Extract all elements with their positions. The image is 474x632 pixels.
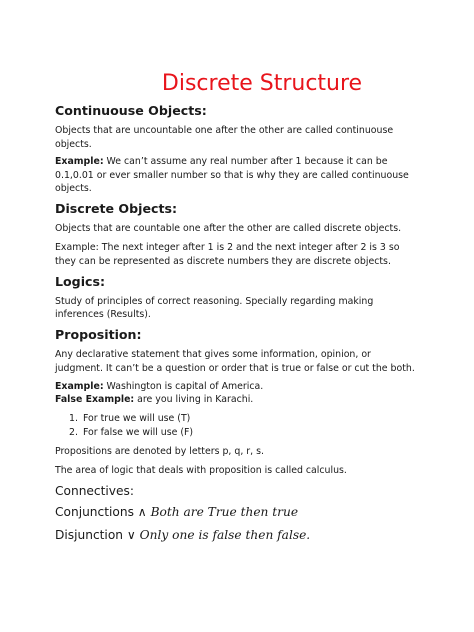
disjunction-line xyxy=(55,528,310,542)
heading-connectives: Connectives: xyxy=(55,484,134,498)
continuous-definition-line-1: Objects that are uncountable one after the other are called continuouse xyxy=(55,125,394,136)
disjunction-label: Disjunction ∨ xyxy=(55,528,140,542)
proposition-false-example xyxy=(55,393,253,407)
logics-line-1: Study of principles of correct reasoning. Specially regarding making xyxy=(55,296,374,307)
list-text: For true we will use (T) xyxy=(83,413,191,424)
conjunction-label: Conjunctions ∧ xyxy=(55,505,151,519)
list-item xyxy=(69,412,190,426)
list-text: For false we will use (F) xyxy=(83,427,194,438)
false-example-label: False Example: xyxy=(55,394,135,405)
proposition-line-1: Any declarative statement that gives some information, opinion, or xyxy=(55,349,371,360)
heading-discrete-objects: Discrete Objects: xyxy=(55,201,178,216)
continuous-example-line-2: 0.1,0.01 or ever smaller number so that is why they are called continuouse xyxy=(55,170,409,181)
discrete-example-line-2: they can be represented as discrete numbers they are discrete objects. xyxy=(55,256,391,267)
example-label: Example: xyxy=(55,156,104,167)
proposition-line-2: judgment. It can’t be a question or order that is true or false or cut the both. xyxy=(55,363,415,374)
continuous-example-text: We can’t assume any real number after 1 because it can be xyxy=(103,156,388,167)
list-number: 1. xyxy=(69,413,78,424)
example-label: Example: xyxy=(55,381,104,392)
list-item xyxy=(69,426,193,440)
continuous-example-line-1 xyxy=(55,155,387,169)
proposition-example xyxy=(55,380,263,394)
continuous-example-line-3: objects. xyxy=(55,183,92,194)
heading-proposition: Proposition: xyxy=(55,327,142,342)
list-number: 2. xyxy=(69,427,78,438)
conjunction-line xyxy=(55,505,298,519)
discrete-definition: Objects that are countable one after the other are called discrete objects. xyxy=(55,223,402,234)
heading-logics: Logics: xyxy=(55,274,106,289)
disjunction-text: Only one is false then false. xyxy=(139,528,311,542)
heading-continuous-objects: Continuouse Objects: xyxy=(55,103,207,118)
document-title: Discrete Structure xyxy=(161,71,363,96)
conjunction-text: Both are True then true xyxy=(150,505,299,519)
false-example-text: are you living in Karachi. xyxy=(134,394,254,405)
discrete-example-line-1: Example: The next integer after 1 is 2 and the next integer after 2 is 3 so xyxy=(55,242,400,253)
logics-line-2: inferences (Results). xyxy=(55,309,151,320)
proposition-example-text: Washington is capital of America. xyxy=(103,381,264,392)
continuous-definition-line-2: objects. xyxy=(55,139,92,150)
proposition-calculus: The area of logic that deals with proposition is called calculus. xyxy=(55,465,347,476)
proposition-denoted: Propositions are denoted by letters p, q, r, s. xyxy=(55,446,264,457)
